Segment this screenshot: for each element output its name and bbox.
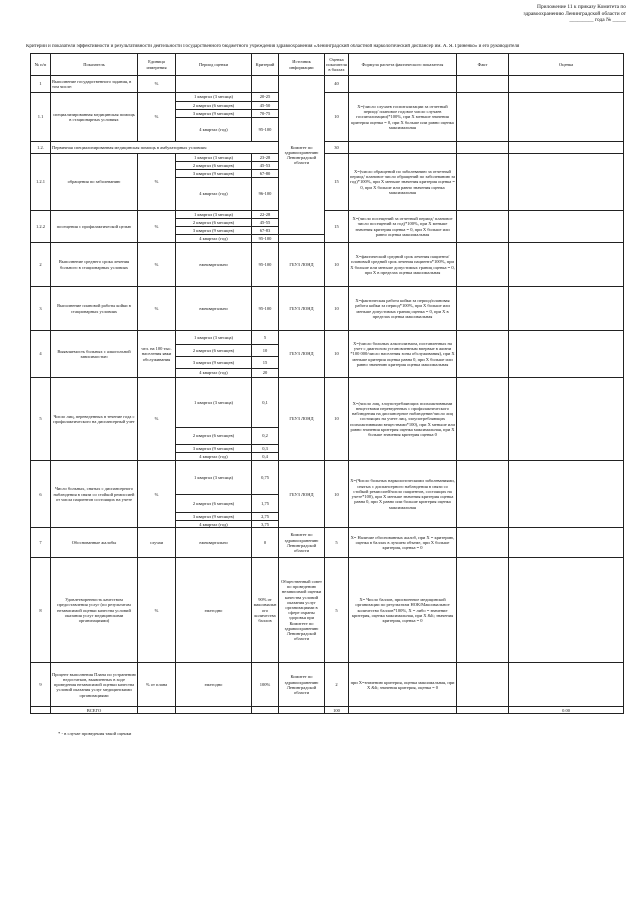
col-header: Источник информации	[279, 54, 325, 76]
document-header	[456, 4, 626, 24]
criterion-cell: 67-80	[252, 170, 279, 178]
row-number: 3	[31, 287, 51, 331]
row-source: ГБУЗ ЛОНД	[279, 378, 325, 461]
row-indicator: Выявляемость больных с алкогольной зависимостью	[51, 331, 138, 378]
row-number: 1.2.2	[31, 211, 51, 243]
header-line-1: Приложение 11 к приказу Комитета по	[537, 4, 626, 10]
period-cell: 2 квартал (6 месяцев)	[176, 162, 252, 170]
period-cell: 4 квартал (год)	[176, 178, 252, 211]
col-header: Факт	[457, 54, 509, 76]
table-row	[31, 76, 624, 93]
table-row	[31, 93, 624, 102]
criterion-cell: 10	[252, 345, 279, 357]
criterion-cell: 100%	[252, 663, 279, 707]
row-number: 1.1	[31, 93, 51, 142]
row-source: Комитет по здравоохранению Ленинградской области	[279, 76, 325, 235]
period-cell: 1 квартал (3 месяца)	[176, 154, 252, 162]
row-indicator: Первичная специализированная медицинская помощь в амбулаторных условиях:	[51, 142, 279, 154]
row-number: 1.2.1	[31, 154, 51, 211]
row-source: ГБУЗ ЛОНД	[279, 287, 325, 331]
row-indicator: Выполнение государственного задания, в том числе:	[51, 76, 138, 93]
period-cell: 2 квартал (6 месяцев)	[176, 428, 252, 445]
col-header: Оценка	[509, 54, 624, 76]
row-indicator: Удовлетворенность качеством предоставления услуг (по результатам независимой оценки качества условий оказания услуг медицинскими организациями)	[51, 558, 138, 663]
period-cell: 1 квартал (3 месяца)	[176, 461, 252, 495]
period-cell: 3 квартал (9 месяцев)	[176, 357, 252, 369]
total-value: 0.00	[509, 707, 624, 714]
row-source: Комитет по здравоохранению Ленинградской области	[279, 663, 325, 707]
row-number: 7	[31, 528, 51, 558]
period-cell: 3 квартал (9 месяцев)	[176, 445, 252, 453]
col-header: Показатель	[51, 54, 138, 76]
criterion-cell: 3,75	[252, 521, 279, 528]
table-row	[31, 287, 624, 331]
criteria-table	[30, 53, 624, 714]
row-number: 1	[31, 76, 51, 93]
table-row	[31, 663, 624, 707]
period-cell: ежеквартально	[176, 243, 252, 287]
row-unit: %	[138, 378, 176, 461]
col-header: Критерий	[252, 54, 279, 76]
row-score: 15	[325, 154, 349, 211]
row-indicator: Процент выполнения Плана по устранению недостатков, выявленных в ходе проведения независимой оценки качества условий оказания услуг медицинскими организациями	[51, 663, 138, 707]
table-row	[31, 331, 624, 345]
row-indicator: специализированная медицинская помощь в стационарных условиях	[51, 93, 138, 142]
criterion-cell: 5	[252, 331, 279, 345]
row-number: 2	[31, 243, 51, 287]
row-number: 6	[31, 461, 51, 528]
period-cell: 3 квартал (9 месяцев)	[176, 227, 252, 235]
row-number: 9	[31, 663, 51, 707]
criterion-cell: 67-83	[252, 227, 279, 235]
row-source: ГБУЗ ЛОНД	[279, 331, 325, 378]
table-row	[31, 211, 624, 219]
header-line-3: _________ года № _____	[569, 17, 626, 24]
period-cell: 1 квартал (3 месяца)	[176, 93, 252, 102]
row-score: 10	[325, 93, 349, 142]
row-formula: Х= Число баллов, присвоенное медицинской организации по результатам НОК/Максимальное количество баллов*100%, Х = либо = значение критерия, оценка максимальная, при Х &lt; значения критерия, оценка = 0	[349, 558, 457, 663]
criterion-cell: 0,4	[252, 453, 279, 461]
row-score: 2	[325, 663, 349, 707]
col-header: Формула расчета фактического показателя	[349, 54, 457, 76]
row-number: 4	[31, 331, 51, 378]
criterion-cell: 20	[252, 369, 279, 378]
row-indicator: Выполнение плановой работы койки в стационарных условиях	[51, 287, 138, 331]
criterion-cell: 90% от максимального количества баллов	[252, 558, 279, 663]
row-formula: Х= Наличие обоснованных жалоб, при Х = критерию, оценка в баллах в лучшем объеме, при Х больше критерия, оценка = 0	[349, 528, 457, 558]
criterion-cell: 96-100	[252, 178, 279, 211]
period-cell: 2 квартал (6 месяцев)	[176, 219, 252, 227]
row-score: 10	[325, 331, 349, 378]
row-indicator: обращения по заболеванию	[51, 154, 138, 211]
period-cell: ежеквартально	[176, 528, 252, 558]
period-cell: 4 квартал (год)	[176, 235, 252, 243]
total-label: ВСЕГО	[51, 707, 138, 714]
row-score: 10	[325, 378, 349, 461]
criterion-cell: 0,2	[252, 428, 279, 445]
table-row	[31, 558, 624, 663]
row-unit: %	[138, 76, 176, 93]
period-cell: ежегодно	[176, 663, 252, 707]
period-cell: 3 квартал (9 месяцев)	[176, 110, 252, 118]
period-cell: 3 квартал (9 месяцев)	[176, 170, 252, 178]
row-number: 1.2.	[31, 142, 51, 154]
row-formula: Х=(число больных алкоголизмом, поставленных на учет с диагнозом установленным впервые в жизни *100 000/число населения зоны обслуживания), при Х меньше критерия оценка равна 0, при Х больше или равно значению критерия оценка максимальная	[349, 331, 457, 378]
row-formula: при Х=значению критерия, оценка максимальная, при Х &lt; значения критерия, оценка = 0	[349, 663, 457, 707]
row-score: 40	[325, 76, 349, 93]
period-cell: 2 квартал (6 месяцев)	[176, 345, 252, 357]
criterion-cell: 95-100	[252, 243, 279, 287]
table-row	[31, 461, 624, 495]
row-unit: %	[138, 558, 176, 663]
row-score: 15	[325, 211, 349, 243]
col-header: № п/п	[31, 54, 51, 76]
row-source: ГБУЗ ЛОНД	[279, 243, 325, 287]
table-row	[31, 528, 624, 558]
col-header: Оценка показателя в баллах	[325, 54, 349, 76]
row-indicator: Обоснованные жалобы	[51, 528, 138, 558]
table-row	[31, 378, 624, 428]
criterion-cell: 1,75	[252, 495, 279, 513]
criterion-cell: 20-25	[252, 93, 279, 102]
row-score: 30	[325, 142, 349, 154]
row-formula: Х=(число обращений по заболеванию за отчетный период/ плановое число обращений по заболеванию за год)*100%, при Х меньше значения критерия оценка = 0, при Х больше или равно значения оценка максимальная	[349, 154, 457, 211]
period-cell: 3 квартал (9 месяцев)	[176, 513, 252, 521]
row-formula: Х=(число посещений за отчетный период/ плановое число посещений за год)*100%, при Х меньше значения критерия оценка = 0, при Х больше или равно оценка максимальная	[349, 211, 457, 243]
period-cell: 1 квартал (3 месяца)	[176, 378, 252, 428]
criterion-cell: 95-100	[252, 118, 279, 142]
row-score: 10	[325, 287, 349, 331]
criterion-cell: 0,3	[252, 445, 279, 453]
row-source: ГБУЗ ЛОНД	[279, 461, 325, 528]
row-unit: %	[138, 93, 176, 142]
total-score: 100	[325, 707, 349, 714]
row-formula: Х=фактический средний срок лечения пациента/плановый средний срок лечения пациента*100%, при Х больше или меньше допустимых границ оценка = 0, при Х в пределах оценка максимальная	[349, 243, 457, 287]
total-row	[31, 707, 624, 714]
criterion-cell: 95-100	[252, 235, 279, 243]
period-cell: 1 квартал (3 месяца)	[176, 211, 252, 219]
criterion-cell: 0,1	[252, 378, 279, 428]
period-cell: ежеквартально	[176, 287, 252, 331]
footnote: * - в случае проведения такой оценки	[58, 731, 132, 736]
row-source: Общественный совет по проведению независимой оценки качества условий оказания услуг организациями в сфере охраны здоровья при Комитете по здравоохранению Ленинградской области	[279, 558, 325, 663]
table-row	[31, 154, 624, 162]
criterion-cell: 70-75	[252, 110, 279, 118]
row-indicator: Число лиц, переведенных в течение года с профилактического на диспансерный учет	[51, 378, 138, 461]
criterion-cell: 95-100	[252, 287, 279, 331]
table-header-row	[31, 54, 624, 76]
period-cell: 4 квартал (год)	[176, 521, 252, 528]
row-unit: %	[138, 211, 176, 243]
row-score: 5	[325, 528, 349, 558]
row-unit: %	[138, 461, 176, 528]
row-unit: %	[138, 154, 176, 211]
row-source: Комитет по здравоохранению Ленинградской области	[279, 528, 325, 558]
col-header: Период оценки	[176, 54, 252, 76]
row-formula: Х=фактическая работа койки за период/плановая работа койки за период*100%, при Х больше или меньше допустимых границ оценка = 0, при Х в пределах оценка максимальная	[349, 287, 457, 331]
period-cell: 4 квартал (год)	[176, 453, 252, 461]
table-row	[31, 142, 624, 154]
period-cell: 1 квартал (3 месяца)	[176, 331, 252, 345]
row-formula: Х=(Число больных наркологическими заболеваниями, снятых с диспансерного наблюдения в связи со стойкой ремиссией/число пациентов, состоящих на учете*100), при Х меньше значения критерия оценка равна 0, при Х равно или больше критерия оценка максимальная	[349, 461, 457, 528]
period-cell: 4 квартал (год)	[176, 369, 252, 378]
header-line-2: здравоохранению Ленинградской области от	[523, 10, 626, 17]
row-formula: Х=(число лиц, злоупотребляющих психоактивными веществами переведенных с профилактического наблюдения на диспансерное наблюдение/число лиц состоящих на учете лиц, злоупотребляющих психоактивными веществами*100), при Х меньше или равно значения критерия оценка максимальная, при Х больше значения критерия оценка 0	[349, 378, 457, 461]
row-formula: Х=(число случаев госпитализации за отчетный период/ плановое годовое число случаев госпитализации)*100%, при Х меньше значения критерия оценка = 0, при Х больше или равно оценка максимальная	[349, 93, 457, 142]
period-cell: ежегодно	[176, 558, 252, 663]
row-unit: % от плана	[138, 663, 176, 707]
period-cell: 2 квартал (6 месяцев)	[176, 495, 252, 513]
row-indicator: посещения с профилактической целью	[51, 211, 138, 243]
table-row	[31, 243, 624, 287]
criterion-cell: 45-53	[252, 162, 279, 170]
criterion-cell: 22-28	[252, 211, 279, 219]
row-unit: чел. на 100 тыс. населения явки обслуживания	[138, 331, 176, 378]
col-header: Единица измерения	[138, 54, 176, 76]
criterion-cell: 45-55	[252, 219, 279, 227]
row-score: 5	[325, 558, 349, 663]
row-indicator: Выполнение среднего срока лечения больного в стационарных условиях	[51, 243, 138, 287]
row-score: 10	[325, 243, 349, 287]
criterion-cell: 23-28	[252, 154, 279, 162]
row-unit: %	[138, 243, 176, 287]
criterion-cell: 0	[252, 528, 279, 558]
row-score: 10	[325, 461, 349, 528]
criterion-cell: 45-50	[252, 102, 279, 110]
criterion-cell: 2,75	[252, 513, 279, 521]
criterion-cell: 0,75	[252, 461, 279, 495]
row-indicator: Число больных, снятых с диспансерного наблюдения в связи со стойкой ремиссией от числа пациентов состоящих на учете	[51, 461, 138, 528]
document-title: Критерии и показатели эффективности и результативности деятельности Государственного бюджетного учреждения здравоохранения «Ленинградский областной наркологический диспансер им. А. Я. Гриненко» и его руководителя	[26, 44, 520, 49]
period-cell: 2 квартал (6 месяцев)	[176, 102, 252, 110]
period-cell: 4 квартал (год)	[176, 118, 252, 142]
row-unit: %	[138, 287, 176, 331]
row-number: 5	[31, 378, 51, 461]
criterion-cell: 15	[252, 357, 279, 369]
row-number: 8	[31, 558, 51, 663]
row-unit: случаи	[138, 528, 176, 558]
